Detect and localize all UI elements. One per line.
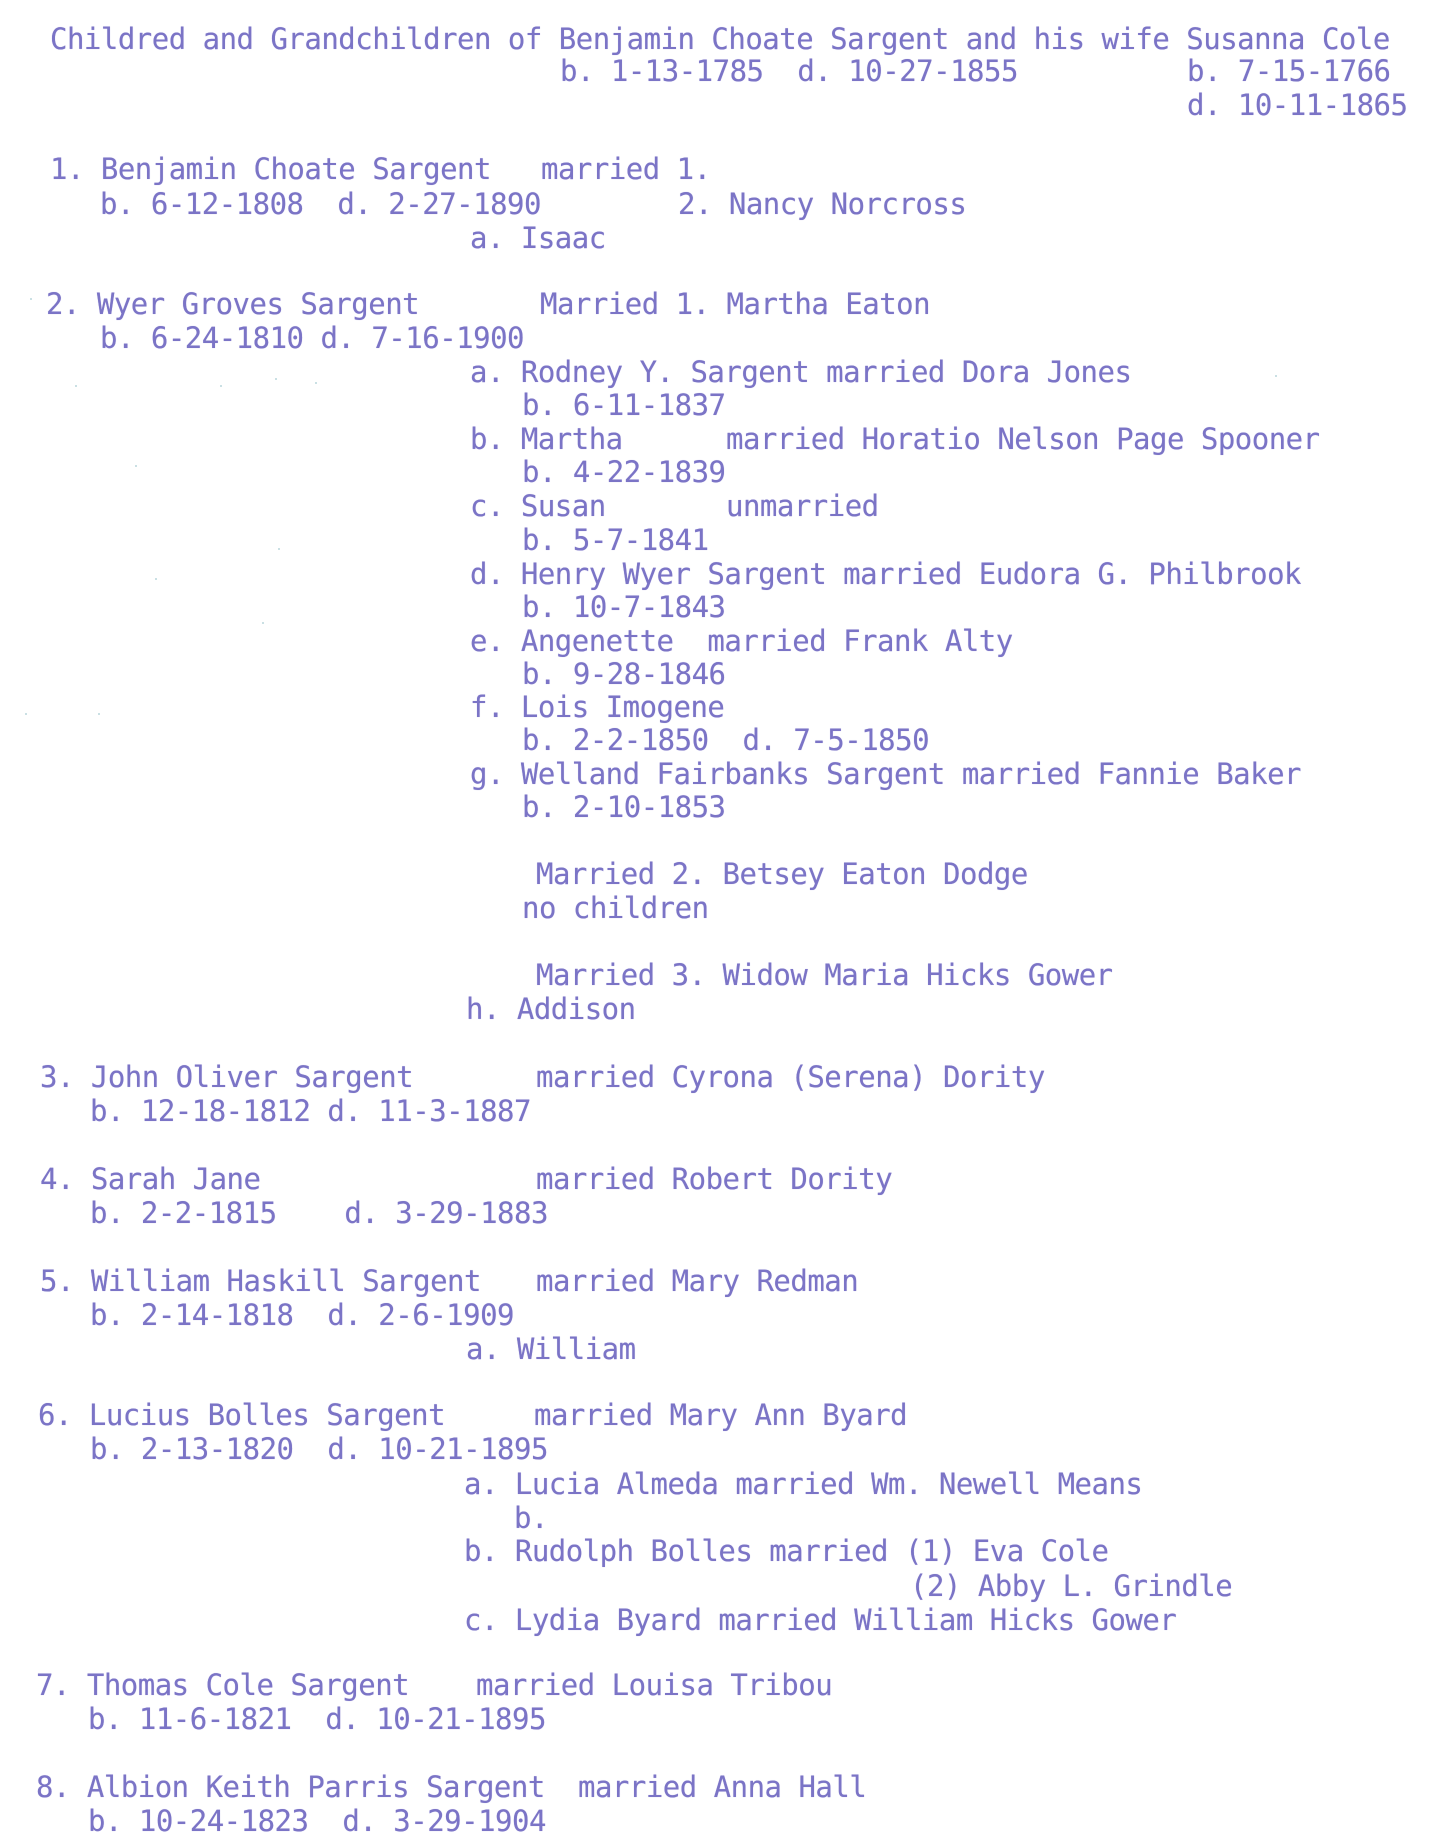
child-2-grandchild-a: a. Rodney Y. Sargent married Dora Jones (470, 355, 1132, 389)
child-4-dates: b. 2-2-1815 d. 3-29-1883 (90, 1196, 548, 1230)
child-2-grandchild-b-born: b. 4-22-1839 (522, 455, 726, 489)
child-2-grandchild-c-born: b. 5-7-1841 (522, 523, 709, 557)
child-2-grandchild-g-born: b. 2-10-1853 (522, 790, 726, 824)
child-7-dates: b. 11-6-1821 d. 10-21-1895 (88, 1702, 546, 1736)
child-6-dates: b. 2-13-1820 d. 10-21-1895 (90, 1432, 548, 1466)
child-2-grandchild-g: g. Welland Fairbanks Sargent married Fannie Baker (470, 757, 1302, 791)
child-2-grandchild-b-name: b. Martha (470, 422, 623, 456)
child-2-grandchild-h: h. Addison (466, 992, 636, 1026)
child-2-grandchild-f: f. Lois Imogene (470, 690, 725, 724)
child-2-grandchild-a-born: b. 6-11-1837 (522, 388, 726, 422)
child-2-grandchild-c-status: unmarried (726, 489, 879, 523)
paper-speck (155, 578, 157, 580)
child-2-marriage-3: Married 3. Widow Maria Hicks Gower (536, 958, 1113, 992)
child-3-marriage: married Cyrona (Serena) Dority (536, 1060, 1045, 1094)
child-7-name: 7. Thomas Cole Sargent (36, 1668, 410, 1702)
child-5-name: 5. William Haskill Sargent (40, 1264, 481, 1298)
child-6-grandchild-b: b. Rudolph Bolles married (1) Eva Cole (464, 1534, 1109, 1568)
paper-speck (220, 385, 222, 387)
child-8-marriage: married Anna Hall (578, 1770, 867, 1804)
paper-speck (275, 378, 277, 380)
child-6-name: 6. Lucius Bolles Sargent (38, 1398, 446, 1432)
child-2-marriage-2-note: no children (522, 891, 709, 925)
child-2-marriage-2: Married 2. Betsey Eaton Dodge (536, 857, 1028, 891)
child-2-grandchild-d-born: b. 10-7-1843 (522, 590, 726, 624)
mother-born: b. 7-15-1766 (1187, 54, 1391, 88)
child-6-grandchild-a: a. Lucia Almeda married Wm. Newell Means (464, 1467, 1143, 1501)
child-2-grandchild-b-marriage: married Horatio Nelson Page Spooner (726, 422, 1320, 456)
child-5-dates: b. 2-14-1818 d. 2-6-1909 (90, 1298, 514, 1332)
child-8-dates: b. 10-24-1823 d. 3-29-1904 (88, 1804, 546, 1838)
child-3-name: 3. John Oliver Sargent (40, 1060, 414, 1094)
child-2-grandchild-d: d. Henry Wyer Sargent married Eudora G. Philbrook (470, 557, 1302, 591)
child-8-name: 8. Albion Keith Parris Sargent (36, 1770, 545, 1804)
paper-speck (75, 385, 77, 387)
child-2-marriage-1: Married 1. Martha Eaton (540, 287, 931, 321)
child-6-grandchild-b-marriage-2: (2) Abby L. Grindle (910, 1569, 1233, 1603)
child-5-marriage: married Mary Redman (536, 1264, 859, 1298)
child-6-marriage: married Mary Ann Byard (534, 1398, 908, 1432)
child-7-marriage: married Louisa Tribou (476, 1668, 833, 1702)
child-1-dates: b. 6-12-1808 d. 2-27-1890 (100, 187, 541, 221)
child-6-grandchild-a-born: b. (514, 1501, 548, 1535)
child-2-grandchild-f-dates: b. 2-2-1850 d. 7-5-1850 (522, 723, 930, 757)
paper-speck (262, 622, 264, 624)
child-1-marriage-2: 2. Nancy Norcross (678, 187, 967, 221)
child-2-grandchild-e-born: b. 9-28-1846 (522, 657, 726, 691)
child-2-grandchild-e: e. Angenette married Frank Alty (470, 624, 1013, 658)
child-4-name: 4. Sarah Jane (40, 1162, 261, 1196)
child-2-dates: b. 6-24-1810 d. 7-16-1900 (100, 321, 524, 355)
child-4-marriage: married Robert Dority (536, 1162, 893, 1196)
paper-speck (98, 713, 100, 715)
child-2-name: 2. Wyer Groves Sargent (46, 287, 420, 321)
document-title: Childred and Grandchildren of Benjamin Choate Sargent and his wife Susanna Cole (50, 22, 1390, 56)
child-1-grandchild-a: a. Isaac (470, 221, 606, 255)
mother-died: d. 10-11-1865 (1187, 88, 1408, 122)
paper-speck (315, 382, 317, 384)
child-3-dates: b. 12-18-1812 d. 11-3-1887 (90, 1094, 531, 1128)
paper-speck (1275, 375, 1277, 377)
paper-speck (278, 548, 280, 550)
paper-speck (25, 713, 27, 715)
child-5-grandchild-a: a. William (466, 1332, 636, 1366)
child-2-grandchild-c-name: c. Susan (470, 489, 606, 523)
paper-speck (135, 465, 137, 467)
child-1-marriage-1: married 1. (541, 152, 711, 186)
father-dates: b. 1-13-1785 d. 10-27-1855 (560, 54, 1018, 88)
paper-speck (30, 298, 32, 300)
child-1-name: 1. Benjamin Choate Sargent (50, 152, 491, 186)
child-6-grandchild-c: c. Lydia Byard married William Hicks Gower (464, 1603, 1177, 1637)
